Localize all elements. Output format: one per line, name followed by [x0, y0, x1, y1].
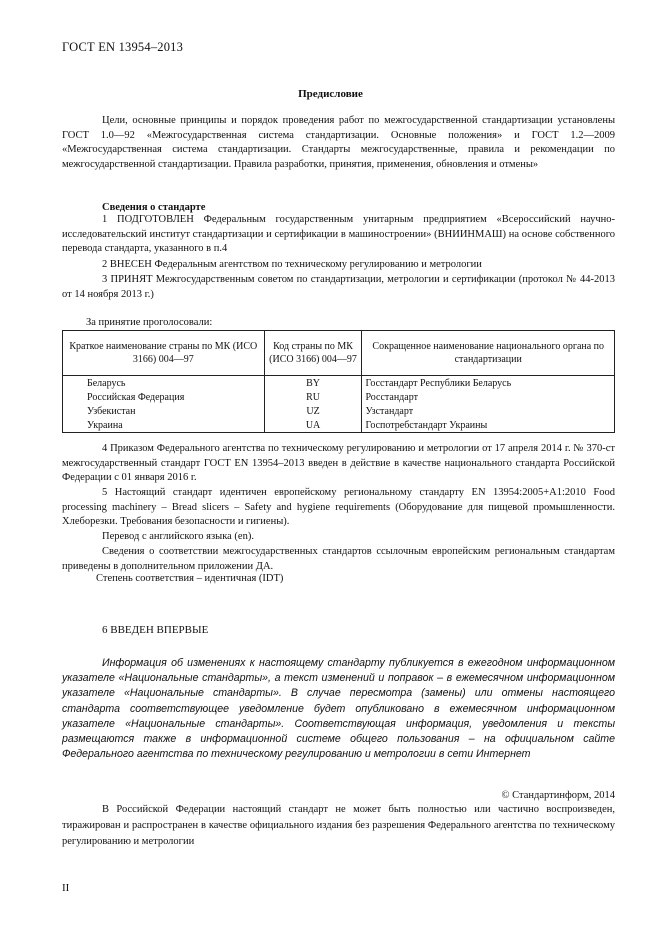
standard-info-item-3: 3 ПРИНЯТ Межгосударственным советом по стандартизации, метрологии и сертификации (протокол № 44-2013 от 14 ноября 2013 г.): [62, 274, 615, 300]
column-header-country: Краткое наименование страны по МК (ИСО 3166) 004—97: [63, 331, 265, 376]
table-cell-body: Росстандарт: [362, 390, 615, 404]
table-cell-country: Украина: [63, 418, 265, 433]
voting-countries-table: [62, 330, 615, 433]
table-cell-body: Госстандарт Республики Беларусь: [362, 376, 615, 391]
copyright-line: © Стандартинформ, 2014: [501, 790, 615, 801]
table-cell-body: Узстандарт: [362, 404, 615, 418]
table-cell-country: Беларусь: [63, 376, 265, 391]
preface-intro-paragraph: Цели, основные принципы и порядок проведения работ по межгосударственной стандартизации установлены ГОСТ 1.0—92 «Межгосударственная система стандартизации. Основные положения» и ГОСТ 1.2—2009 «Межгосударственная система стандартизации. Стандарты межгосударственные, правила и рекомендации по межгосударственной стандартизации. Правила разработки, принятия, применения, обновления и отмены»: [62, 115, 615, 170]
table-cell-code: BY: [264, 376, 362, 391]
standard-info-heading: Сведения о стандарте: [102, 202, 206, 213]
table-row: [63, 418, 615, 433]
table-cell-code: RU: [264, 390, 362, 404]
standard-info-item-5: 5 Настоящий стандарт идентичен европейскому региональному стандарту EN 13954:2005+A1:2010 Food processing machinery – Bread slicers – Safety and hygiene requirements (Оборудование для пищевой промышленности. Хлеборезки. Требования безопасности и гигиены).: [62, 487, 615, 527]
column-header-code: Код страны по МК (ИСО 3166) 004—97: [264, 331, 362, 376]
table-cell-country: Узбекистан: [63, 404, 265, 418]
page-number: II: [62, 882, 70, 894]
references-note: Сведения о соответствии межгосударственных стандартов ссылочным европейским региональным стандартам приведены в дополнительном приложении ДА.: [62, 546, 615, 572]
table-row: [63, 390, 615, 404]
preface-title: Предисловие: [298, 88, 363, 100]
reproduction-rights-notice: В Российской Федерации настоящий стандарт не может быть полностью или частично воспроизведен, тиражирован и распространен в качестве официального издания без разрешения Федерального агентства по техническому регулированию и метрологии: [62, 804, 615, 847]
table-header-row: [63, 331, 615, 376]
conformity-degree: Степень соответствия – идентичная (IDT): [96, 573, 284, 584]
changes-information-notice: Информация об изменениях к настоящему стандарту публикуется в ежегодном информационном указателе «Национальные стандарты», а текст изменений и поправок – в ежемесячном информационном указателе «Национальные стандарты». В случае пересмотра (замены) или отмены настоящего стандарта соответствующее уведомление будет опубликовано в ежемесячном информационном указателе «Национальные стандарты». Соответствующая информация, уведомления и тексты размещаются также в информационной системе общего пользования – на официальном сайте Федерального агентства по техническому регулированию и метрологии в сети Интернет: [62, 657, 615, 761]
standard-info-item-6: 6 ВВЕДЕН ВПЕРВЫЕ: [102, 624, 209, 636]
table-cell-code: UA: [264, 418, 362, 433]
standard-info-item-4: 4 Приказом Федерального агентства по техническому регулированию и метрологии от 17 апреля 2014 г. № 370-ст межгосударственный стандарт ГОСТ EN 13954–2013 введен в действие в качестве национального стандарта Российской Федерации с 01 января 2016 г.: [62, 443, 615, 483]
column-header-body: Сокращенное наименование национального органа по стандартизации: [362, 331, 615, 376]
translation-note: Перевод с английского языка (en).: [102, 531, 254, 542]
vote-table-caption: За принятие проголосовали:: [86, 317, 213, 328]
table-row: [63, 376, 615, 391]
table-cell-code: UZ: [264, 404, 362, 418]
standard-info-item-2: 2 ВНЕСЕН Федеральным агентством по техническому регулированию и метрологии: [102, 259, 482, 270]
standard-info-item-1: 1 ПОДГОТОВЛЕН Федеральным государственным унитарным предприятием «Всероссийский научно-исследовательский институт стандартизации и сертификации в машиностроении» (ВНИИНМАШ) на основе собственного перевода стандарта, указанного в п.4: [62, 214, 615, 254]
document-code-header: ГОСТ EN 13954–2013: [62, 40, 184, 54]
table-cell-country: Российская Федерация: [63, 390, 265, 404]
table-cell-body: Госпотребстандарт Украины: [362, 418, 615, 433]
table-row: [63, 404, 615, 418]
